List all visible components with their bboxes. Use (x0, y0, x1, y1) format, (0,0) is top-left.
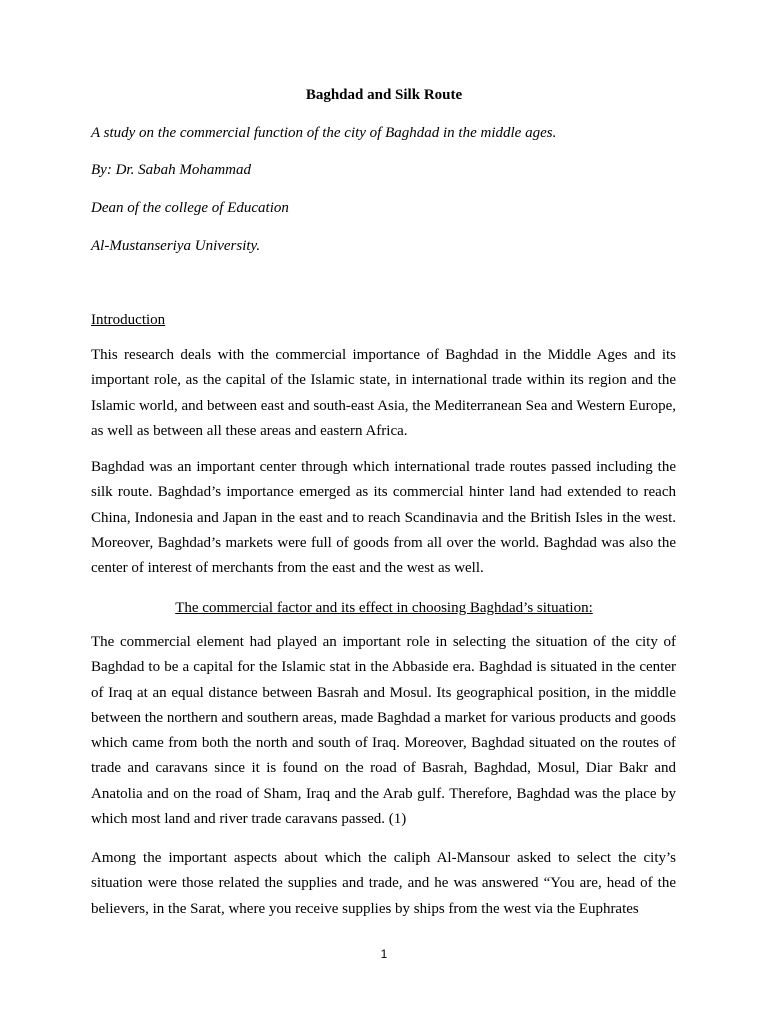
commercial-paragraph-1: The commercial element had played an important role in selecting the situation of the city of Baghdad to be a capital for the Islamic stat in the Abbaside era. Baghdad is situated in the center of Iraq at an equal distance between Basrah and Mosul. Its geographical position, in the middle between the northern and southern areas, made Baghdad a market for various products and goods which came from both the north and south of Iraq. Moreover, Baghdad situated on the routes of trade and caravans since it is found on the road of Basrah, Baghdad, Mosul, Diar Bakr and Anatolia and on the road of Sham, Iraq and the Arab gulf. Therefore, Baghdad was the place by which most land and river trade caravans passed. (1) (91, 634, 676, 828)
intro-paragraph-1: This research deals with the commercial importance of Baghdad in the Middle Ages and its important role, as the capital of the Islamic state, in international trade within its region and the Islamic world, and between east and south-east Asia, the Mediterranean Sea and Western Europe, as well as between all these areas and eastern Africa. (91, 347, 676, 439)
commercial-paragraph-2: Among the important aspects about which the caliph Al-Mansour asked to select the city’s situation were those related the supplies and trade, and he was answered “You are, head of the believers, in the Sarat, where you receive supplies by ships from the west via the Euphrates (91, 850, 676, 917)
document-subtitle: A study on the commercial function of the city of Baghdad in the middle ages. (91, 125, 557, 141)
author-institution: Al-Mustanseriya University. (91, 238, 261, 254)
page-number: 1 (380, 947, 388, 961)
document-title: Baghdad and Silk Route (305, 87, 463, 103)
intro-paragraph-2: Baghdad was an important center through which international trade routes passed including the silk route. Baghdad’s importance emerged as its commercial hinter land had extended to reach China, Indonesia and Japan in the east and to reach Scandinavia and the British Isles in the west. Moreover, Baghdad’s markets were full of goods from all over the world. Baghdad was also the center of interest of merchants from the east and the west as well. (91, 459, 676, 577)
section-heading-wrapper (0, 598, 768, 618)
author-position: Dean of the college of Education (91, 200, 289, 216)
author-line: By: Dr. Sabah Mohammad (91, 162, 251, 178)
section-heading-commercial-factor: The commercial factor and its effect in choosing Baghdad’s situation: (175, 600, 593, 616)
section-heading-introduction: Introduction (91, 312, 166, 328)
